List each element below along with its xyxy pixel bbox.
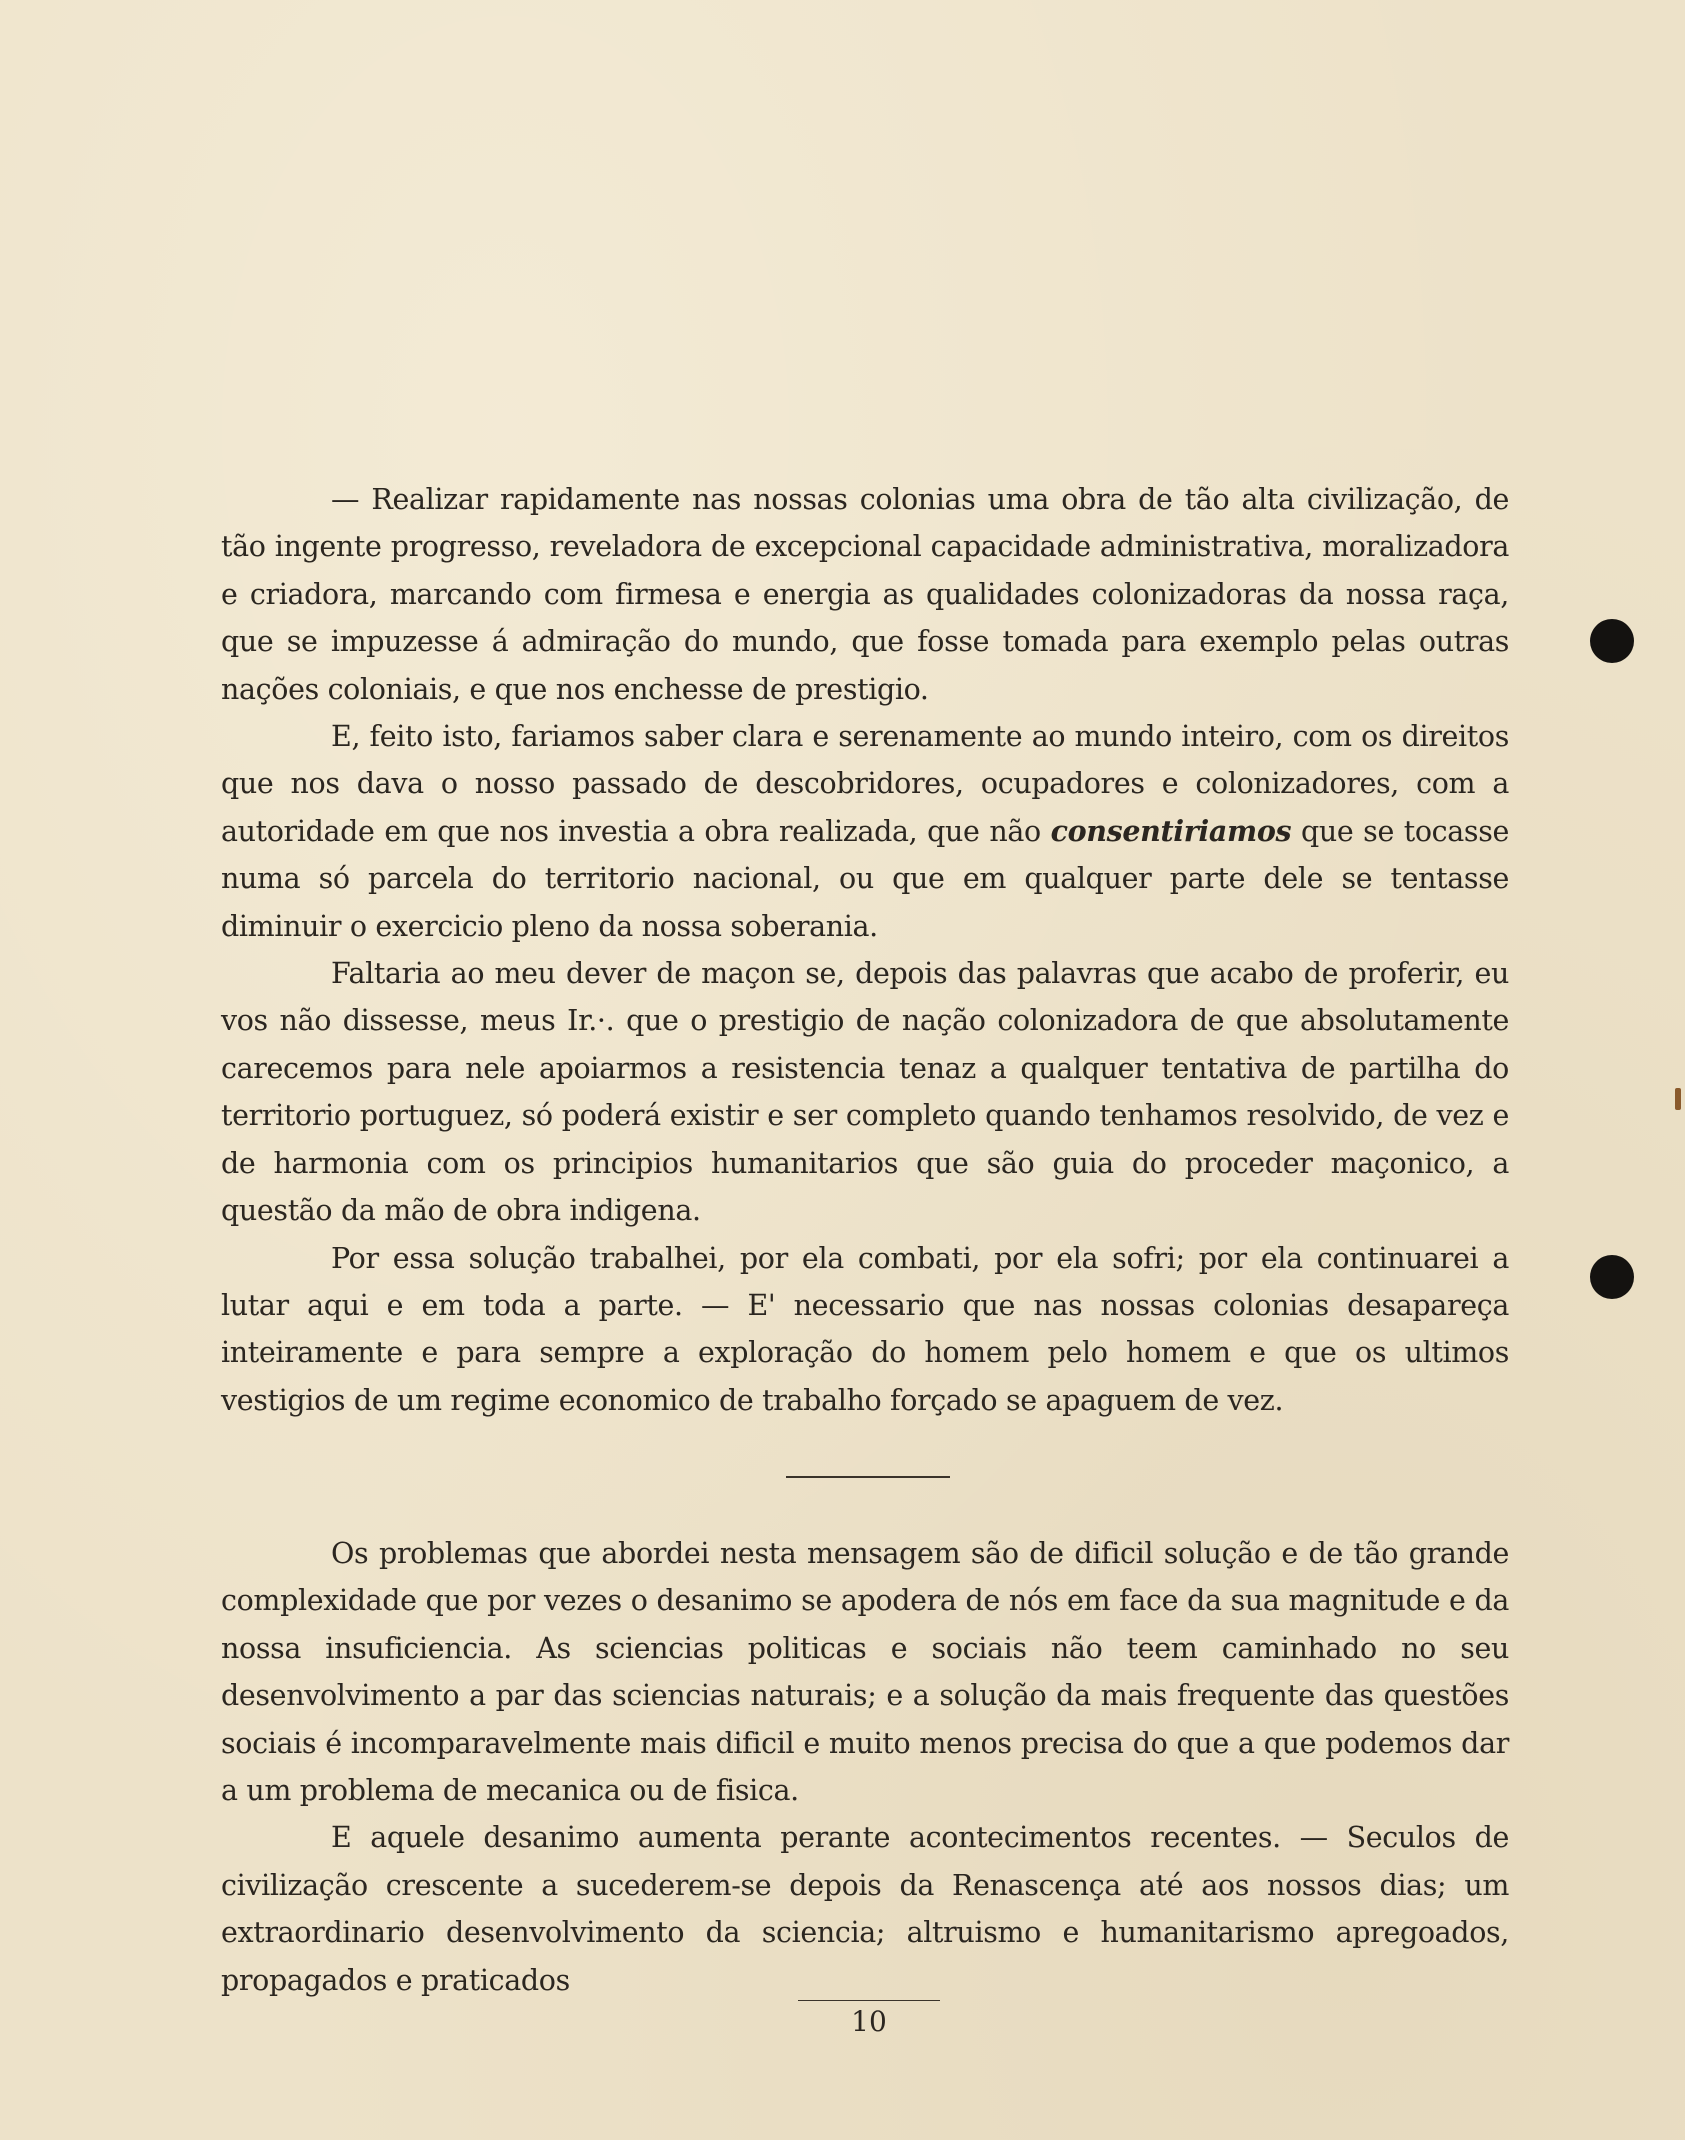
binder-hole-top xyxy=(1590,619,1634,663)
paragraph-feito-isto xyxy=(221,713,1509,950)
paragraph-realizar: — Realizar rapidamente nas nossas colonias uma obra de tão alta civilização, de tão ingente progresso, reveladora de excepcional capacidade administrativa, moralizadora e criadora, marcando com firmesa e energia as qualidades colonizadoras da nossa raça, que se impuzesse á admiração do mundo, que fosse tomada para exemplo pelas outras nações coloniais, e que nos enchesse de prestigio. xyxy=(221,483,1509,706)
text-section-bottom xyxy=(221,1530,1509,2004)
paragraph-feito-isto-part1: E, feito isto, fariamos saber clara e serenamente ao mundo inteiro, com os direitos que nos dava o nosso passado de descobridores, ocupadores e colonizadores, com a autoridade em que nos investia a obra realizada, que não xyxy=(221,720,1509,848)
paragraph-por-essa-solucao: Por essa solução trabalhei, por ela combati, por ela sofri; por ela continuarei a lutar aqui e em toda a parte. — E' necessario que nas nossas colonias desapareça inteiramente e para sempre a exploração do homem pelo homem e que os ultimos vestigios de um regime economico de trabalho forçado se apaguem de vez. xyxy=(221,1241,1509,1417)
text-section-top xyxy=(221,476,1509,1424)
edge-mark xyxy=(1675,1088,1681,1110)
footer-rule xyxy=(798,2000,940,2001)
page-number: 10 xyxy=(851,2005,887,2038)
paragraph-feito-isto-part2: que se tocasse numa só parcela do territorio nacional, ou que em qualquer parte dele se tentasse diminuir o exercicio pleno da nossa soberania. xyxy=(221,814,1509,943)
paragraph-aquele-desanimo: E aquele desanimo aumenta perante acontecimentos recentes. — Seculos de civilização crescente a sucederem-se depois da Renascença até aos nossos dias; um extraordinario desenvolvimento da sciencia; altruismo e humanitarismo apregoados, propagados e praticados xyxy=(221,1821,1509,1997)
emphasis-consentiriamos: consentiriamos xyxy=(1050,813,1292,848)
binder-hole-bottom xyxy=(1590,1255,1634,1299)
section-divider xyxy=(786,1476,950,1478)
paragraph-os-problemas: Os problemas que abordei nesta mensagem são de dificil solução e de tão grande complexidade que por vezes o desanimo se apodera de nós em face da sua magnitude e da nossa insuficiencia. As sciencias politicas e sociais não teem caminhado no seu desenvolvimento a par das sciencias naturais; e a solução da mais frequente das questões sociais é incomparavelmente mais dificil e muito menos precisa do que a que podemos dar a um problema de mecanica ou de fisica. xyxy=(221,1537,1509,1808)
paragraph-faltaria: Faltaria ao meu dever de maçon se, depois das palavras que acabo de proferir, eu vos não dissesse, meus Ir.·. que o prestigio de nação colonizadora de que absolutamente carecemos para nele apoiarmos a resistencia tenaz a qualquer tentativa de partilha do territorio portuguez, só poderá existir e ser completo quando tenhamos resolvido, de vez e de harmonia com os principios humanitarios que são guia do proceder maçonico, a questão da mão de obra indigena. xyxy=(221,957,1509,1228)
